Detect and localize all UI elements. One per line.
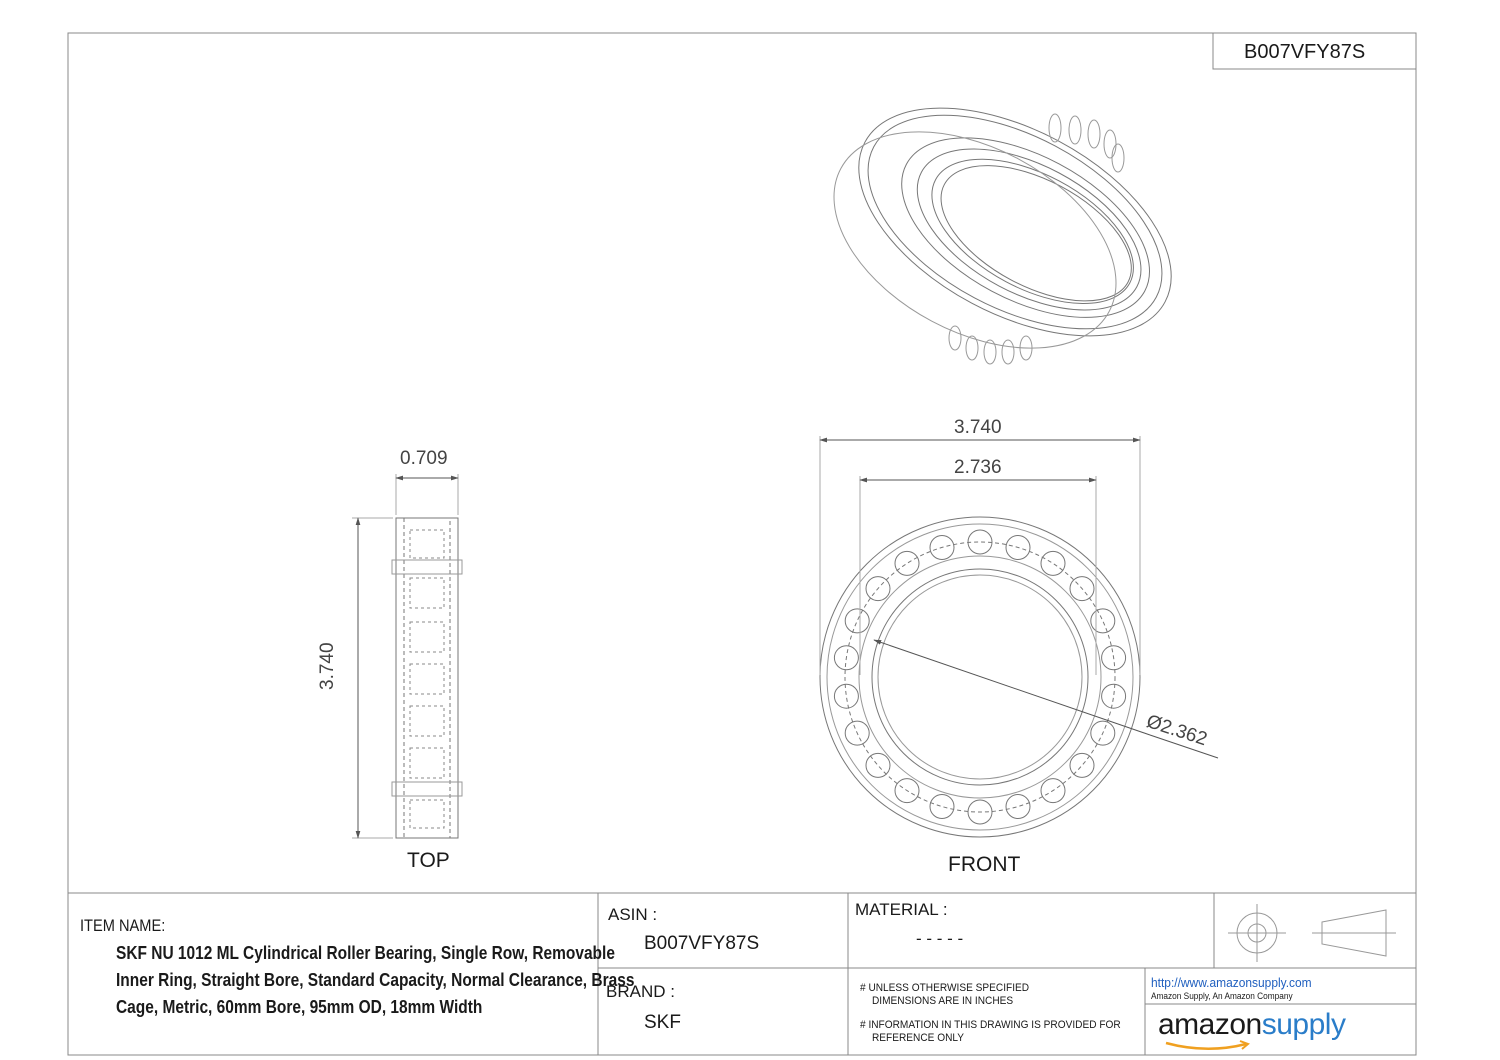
amazon-smile-arrow-icon xyxy=(1162,1040,1252,1054)
roller xyxy=(930,795,954,819)
brand-label: BRAND : xyxy=(606,982,675,1001)
note-units-line-1: # UNLESS OTHERWISE SPECIFIED xyxy=(860,982,1030,994)
roller xyxy=(1041,551,1065,575)
dim-bore-diameter: Ø2.362 xyxy=(1143,711,1210,751)
roller xyxy=(895,551,919,575)
roller xyxy=(1102,684,1126,708)
brand-value: SKF xyxy=(644,1012,681,1033)
roller xyxy=(845,609,869,633)
dim-outer-diameter: 3.740 xyxy=(954,417,1002,438)
projection-symbol-icon xyxy=(1228,904,1396,962)
amazonsupply-link[interactable]: http://www.amazonsupply.com xyxy=(1151,975,1312,990)
asin-label: ASIN : xyxy=(608,905,658,924)
roller xyxy=(866,753,890,777)
asin-header: B007VFY87S xyxy=(1244,41,1366,63)
roller xyxy=(1006,795,1030,819)
note-reference-line-2: REFERENCE ONLY xyxy=(872,1032,965,1044)
note-units-line-2: DIMENSIONS ARE IN INCHES xyxy=(872,995,1014,1007)
company-name: Amazon Supply, An Amazon Company xyxy=(1151,991,1293,1001)
top-view xyxy=(352,474,462,838)
roller xyxy=(834,684,858,708)
note-reference-line-1: # INFORMATION IN THIS DRAWING IS PROVIDED FOR xyxy=(860,1019,1121,1031)
logo-supply-text: supply xyxy=(1261,1008,1346,1041)
roller xyxy=(1091,609,1115,633)
roller xyxy=(1070,753,1094,777)
item-name-label: ITEM NAME: xyxy=(80,916,166,935)
dim-width-top: 0.709 xyxy=(400,448,448,469)
amazon-supply-logo xyxy=(1158,1010,1345,1040)
item-name-line-3: Cage, Metric, 60mm Bore, 95mm OD, 18mm Width xyxy=(116,997,483,1017)
material-label: MATERIAL : xyxy=(855,900,948,919)
front-view xyxy=(820,436,1218,837)
item-name-line-1: SKF NU 1012 ML Cylindrical Roller Bearing, Single Row, Removable xyxy=(116,943,615,963)
logo-amazon-text: amazon xyxy=(1158,1008,1262,1041)
asin-value: B007VFY87S xyxy=(644,933,760,954)
view-label-front: FRONT xyxy=(948,853,1021,876)
isometric-view xyxy=(798,61,1209,393)
dim-inner-race-diameter: 2.736 xyxy=(954,457,1002,478)
dim-height-top: 3.740 xyxy=(317,642,338,690)
view-label-top: TOP xyxy=(407,849,450,872)
material-value: - - - - - xyxy=(916,929,964,948)
item-name-line-2: Inner Ring, Straight Bore, Standard Capacity, Normal Clearance, Brass xyxy=(116,970,635,990)
